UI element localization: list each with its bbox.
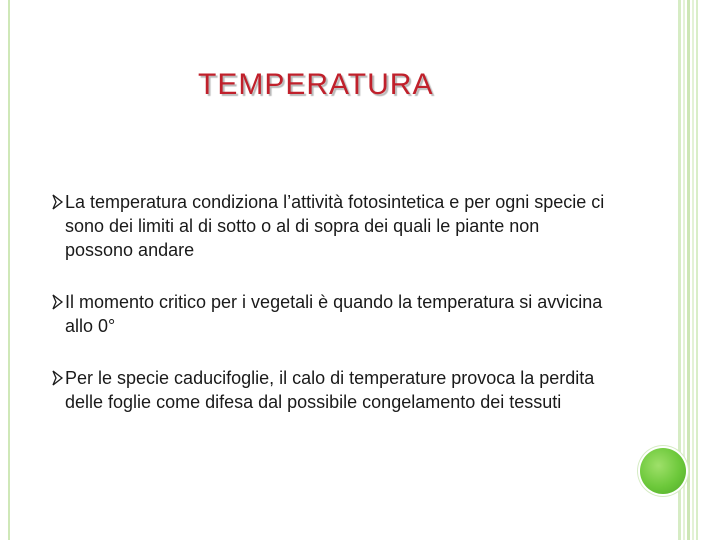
- bullet-item: [65, 290, 605, 338]
- chevron-arrow-right-icon: [51, 369, 65, 387]
- bullet-list: [65, 190, 605, 414]
- stripe: [687, 0, 690, 540]
- stripe: [683, 0, 685, 540]
- bullet-item: [65, 190, 605, 262]
- stripe: [696, 0, 698, 540]
- slide-title: TEMPERATURA: [198, 68, 434, 101]
- bullet-text: Il momento critico per i vegetali è quando la temperatura si avvicina allo 0°: [65, 292, 603, 336]
- stripe: [692, 0, 694, 540]
- left-border-line: [8, 0, 10, 540]
- bullet-text: La temperatura condiziona l’attività fotosintetica e per ogni specie ci sono dei limiti al di sotto o al di sopra dei quali le piante non possono andare: [65, 192, 605, 260]
- green-circle-decoration: [640, 448, 686, 494]
- bullet-text: Per le specie caducifoglie, il calo di temperature provoca la perdita delle foglie come difesa dal possibile congelamento dei tessuti: [65, 368, 595, 412]
- bullet-item: [65, 366, 605, 414]
- chevron-arrow-right-icon: [51, 293, 65, 311]
- chevron-arrow-right-icon: [51, 193, 65, 211]
